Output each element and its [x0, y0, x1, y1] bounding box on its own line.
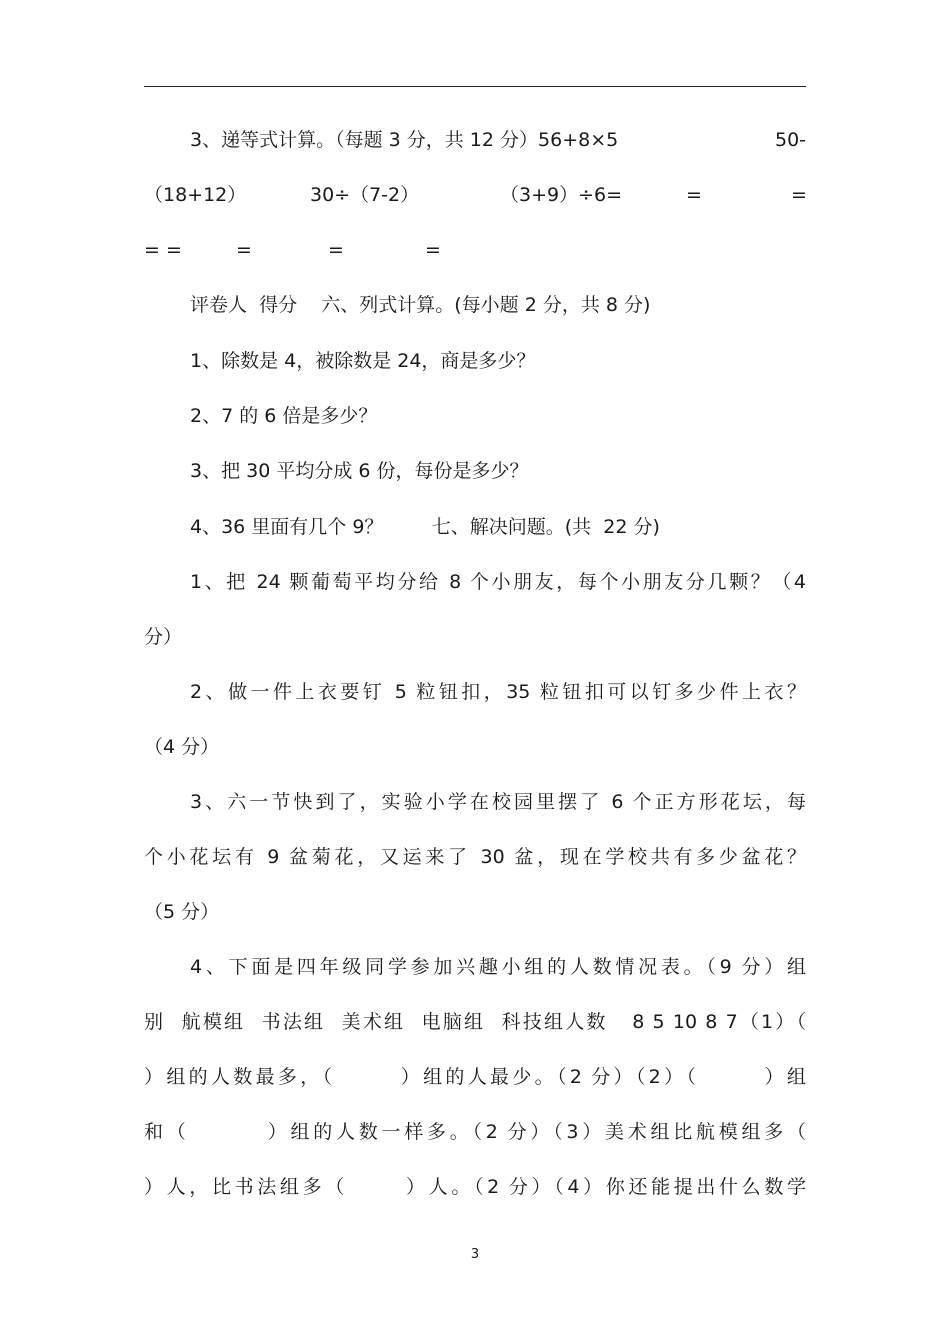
section-7-question-3-points: （5 分）: [144, 901, 220, 923]
section-7-question-2: 2、做一件上衣要钉 5 粒钮扣，35 粒钮扣可以钉多少件上衣？: [190, 681, 806, 703]
page-number: 3: [470, 1247, 480, 1262]
section-7-question-4-part-1: ）组的人数最多，（ ）组的人最少。（2 分）（2）（ ）组: [144, 1066, 806, 1088]
equals-sign: =: [328, 239, 344, 261]
section-7-question-4-part-2: 和（ ）组的人数一样多。（2 分）（3）美术组比航模组多（: [144, 1121, 806, 1143]
section-7-question-1: 1、把 24 颗葡萄平均分给 8 个小朋友，每个小朋友分几颗？（4: [190, 571, 806, 593]
section-7-question-4-part-3: ）人，比书法组多（ ）人。（2 分）（4）你还能提出什么数学: [144, 1176, 806, 1198]
section-7-question-1-cont: 分）: [144, 626, 183, 648]
expression-18-plus-12: （18+12）: [144, 184, 247, 206]
section-6-question-4: 4、36 里面有几个 9？ 七、解决问题。(共 22 分): [190, 516, 660, 538]
equals-sign: =: [686, 184, 702, 206]
equals-sign: =: [425, 239, 441, 261]
section-6-question-2: 2、7 的 6 倍是多少？: [190, 405, 378, 427]
section-7-question-4: 4、下面是四年级同学参加兴趣小组的人数情况表。（9 分）组: [190, 956, 806, 978]
expression-50-minus: 50-: [775, 129, 807, 151]
section-7-question-3-cont: 个小花坛有 9 盆菊花，又运来了 30 盆，现在学校共有多少盆花？: [144, 846, 806, 868]
section-3-heading: 3、递等式计算。（每题 3 分，共 12 分）56+8×5: [190, 129, 619, 151]
section-7-question-2-cont: （4 分）: [144, 736, 220, 758]
section-7-question-4-table: 别 航模组 书法组 美术组 电脑组 科技组人数 8 5 10 8 7（1）（: [144, 1011, 806, 1033]
section-7-question-3: 3、六一节快到了，实验小学在校园里摆了 6 个正方形花坛，每: [190, 791, 806, 813]
section-6-question-1: 1、除数是 4，被除数是 24，商是多少？: [190, 350, 536, 372]
equals-sign: =: [791, 184, 807, 206]
section-6-question-3: 3、把 30 平均分成 6 份，每份是多少？: [190, 460, 529, 482]
section-6-heading: 评卷人 得分 六、列式计算。(每小题 2 分，共 8 分): [190, 294, 651, 316]
equals-sign: = =: [144, 239, 182, 261]
equals-sign: =: [236, 239, 252, 261]
expression-30-div: 30÷（7-2）: [310, 184, 420, 206]
expression-3-plus-9: （3+9）÷6=: [500, 184, 623, 206]
header-rule: [144, 86, 806, 87]
